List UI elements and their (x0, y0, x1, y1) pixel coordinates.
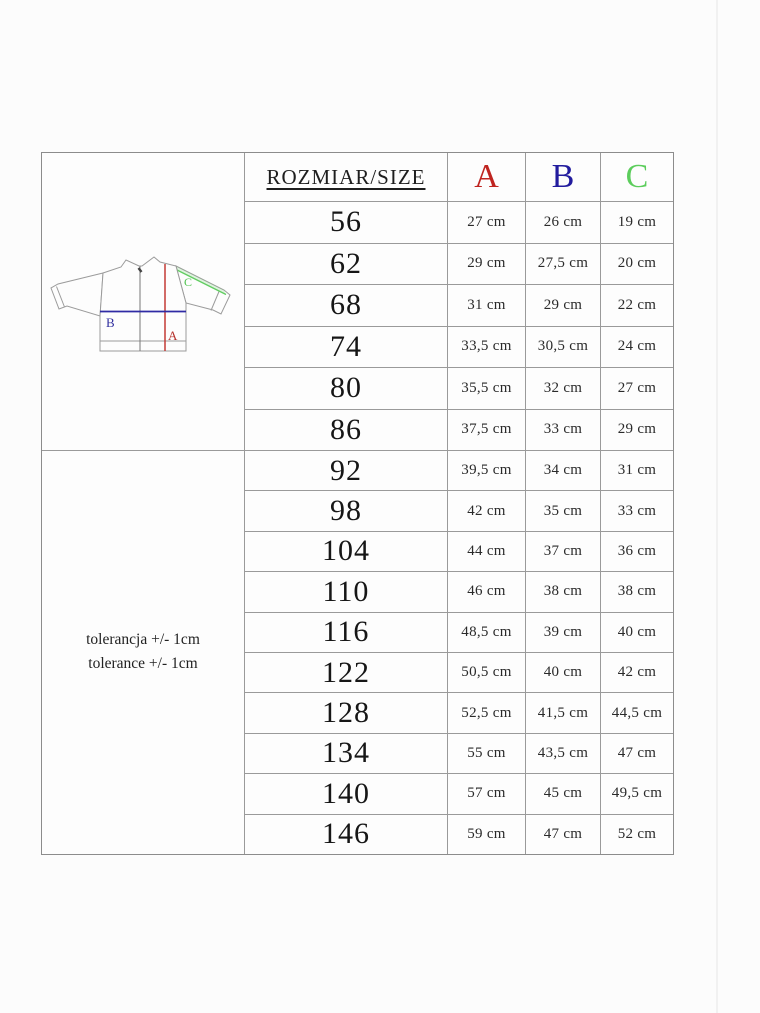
size-cell: 68 (245, 285, 447, 326)
size-cell: 98 (245, 491, 447, 530)
size-cell: 122 (245, 653, 447, 692)
header-column-b: B (526, 153, 600, 201)
measure-c-cell: 24 cm (601, 327, 673, 368)
measure-c-cell: 40 cm (601, 613, 673, 652)
measure-a-cell: 39,5 cm (448, 451, 525, 490)
jacket-diagram (48, 253, 238, 371)
measure-b-cell: 40 cm (526, 653, 600, 692)
size-cell: 104 (245, 532, 447, 571)
measure-label-a: A (168, 328, 178, 343)
measure-label-b: B (106, 315, 115, 330)
measure-b-cell: 41,5 cm (526, 693, 600, 732)
measure-b-cell: 45 cm (526, 774, 600, 813)
measure-c-cell: 47 cm (601, 734, 673, 773)
size-cell: 80 (245, 368, 447, 409)
measure-a-cell: 42 cm (448, 491, 525, 530)
header-size-label (245, 153, 447, 201)
scan-artifact-line (716, 0, 718, 1013)
measure-c-cell: 31 cm (601, 451, 673, 490)
header-column-c: C (601, 153, 673, 201)
size-cell: 128 (245, 693, 447, 732)
measure-c-cell: 36 cm (601, 532, 673, 571)
size-cell: 92 (245, 451, 447, 490)
measure-c-cell: 22 cm (601, 285, 673, 326)
measure-a-cell: 27 cm (448, 202, 525, 243)
jacket-left-sleeve (51, 273, 103, 316)
measure-b-cell: 43,5 cm (526, 734, 600, 773)
measure-a-cell: 33,5 cm (448, 327, 525, 368)
size-cell: 62 (245, 244, 447, 285)
measure-c-cell: 29 cm (601, 410, 673, 451)
measure-c-cell: 38 cm (601, 572, 673, 611)
measure-c-cell: 19 cm (601, 202, 673, 243)
measure-a-cell: 46 cm (448, 572, 525, 611)
size-cell: 86 (245, 410, 447, 451)
measure-a-cell: 52,5 cm (448, 693, 525, 732)
size-cell: 56 (245, 202, 447, 243)
header-column-a: A (448, 153, 525, 201)
measure-a-cell: 29 cm (448, 244, 525, 285)
measure-a-cell: 55 cm (448, 734, 525, 773)
size-cell: 110 (245, 572, 447, 611)
measure-b-cell: 30,5 cm (526, 327, 600, 368)
measure-b-cell: 33 cm (526, 410, 600, 451)
measure-b-cell: 26 cm (526, 202, 600, 243)
measure-c-cell: 20 cm (601, 244, 673, 285)
measure-b-cell: 37 cm (526, 532, 600, 571)
measure-b-cell: 29 cm (526, 285, 600, 326)
measure-c-cell: 52 cm (601, 815, 673, 854)
tolerance-cell (42, 451, 244, 854)
measure-c-cell: 33 cm (601, 491, 673, 530)
measure-b-cell: 34 cm (526, 451, 600, 490)
measure-a-cell: 31 cm (448, 285, 525, 326)
size-table (41, 152, 674, 855)
measure-b-cell: 27,5 cm (526, 244, 600, 285)
measure-c-cell: 49,5 cm (601, 774, 673, 813)
measure-a-cell: 48,5 cm (448, 613, 525, 652)
measure-b-cell: 35 cm (526, 491, 600, 530)
measure-a-cell: 50,5 cm (448, 653, 525, 692)
header-size-text: ROZMIAR/SIZE (266, 164, 426, 189)
size-cell: 140 (245, 774, 447, 813)
size-cell: 116 (245, 613, 447, 652)
measure-c-cell: 44,5 cm (601, 693, 673, 732)
measure-a-cell: 59 cm (448, 815, 525, 854)
tolerance-line-en: tolerance +/- 1cm (88, 655, 198, 673)
measure-b-cell: 47 cm (526, 815, 600, 854)
size-cell: 74 (245, 327, 447, 368)
measure-a-cell: 44 cm (448, 532, 525, 571)
measure-c-cell: 27 cm (601, 368, 673, 409)
measure-b-cell: 39 cm (526, 613, 600, 652)
tolerance-line-pl: tolerancja +/- 1cm (86, 631, 200, 649)
size-cell: 134 (245, 734, 447, 773)
measure-b-cell: 38 cm (526, 572, 600, 611)
measure-a-cell: 57 cm (448, 774, 525, 813)
measure-label-c: C (184, 275, 193, 289)
measure-b-cell: 32 cm (526, 368, 600, 409)
measure-a-cell: 37,5 cm (448, 410, 525, 451)
measure-a-cell: 35,5 cm (448, 368, 525, 409)
size-cell: 146 (245, 815, 447, 854)
measure-c-cell: 42 cm (601, 653, 673, 692)
jacket-diagram-cell (42, 153, 244, 450)
